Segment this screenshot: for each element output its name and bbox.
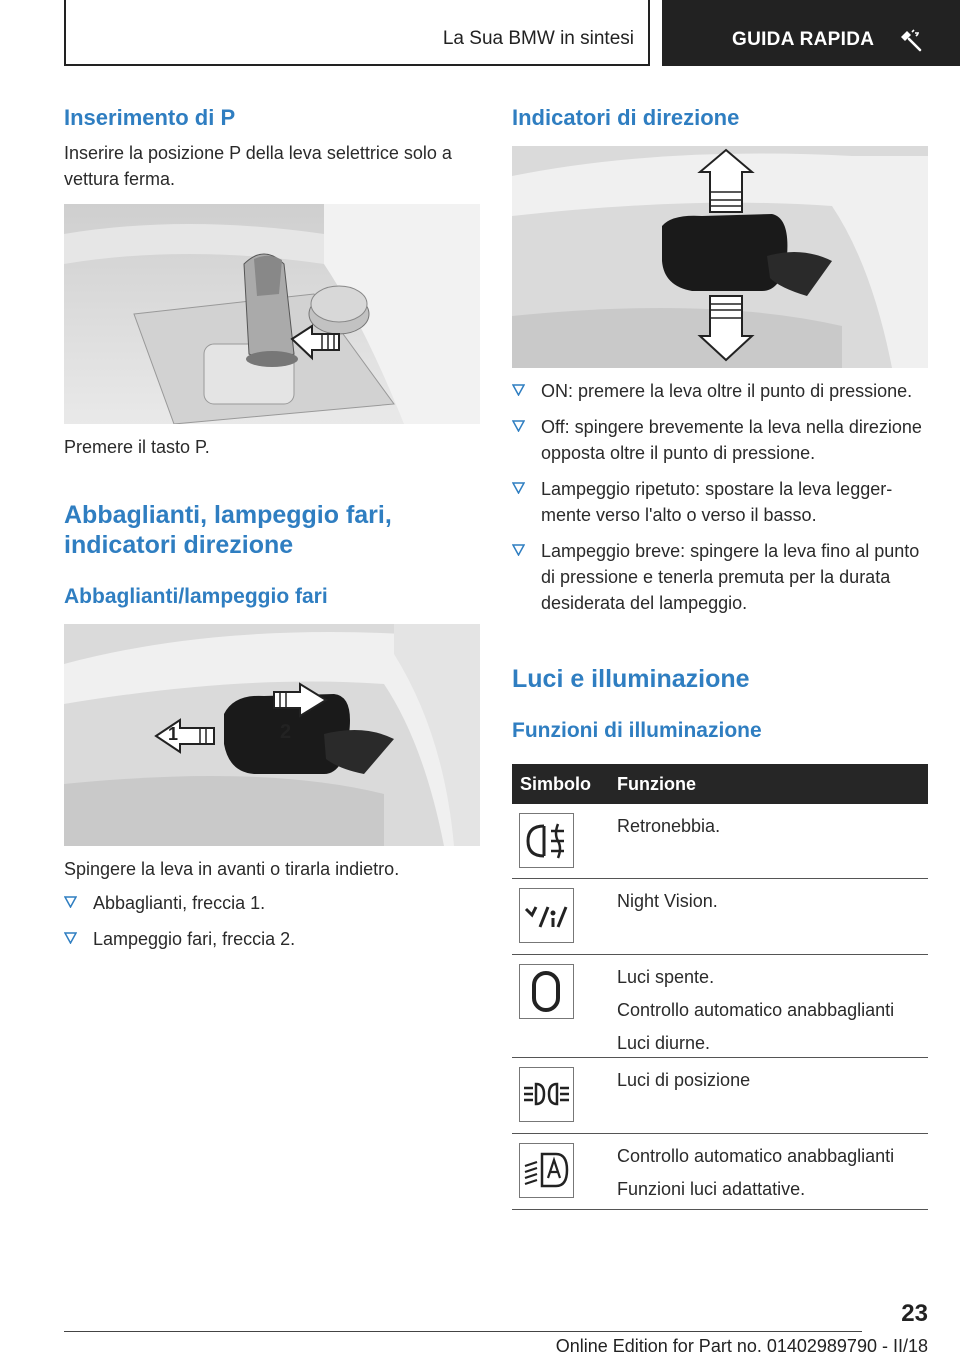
park-caption: Premere il tasto P. [64,437,210,457]
rear-fog-light-icon [519,813,574,868]
park-heading: Inserimento di P [64,105,236,130]
list-item: ON: premere la leva oltre il punto di pressione. [512,378,924,404]
bullet-triangle-icon [512,420,525,432]
arrow-label-2: 2 [280,721,292,743]
high-beam-caption: Spingere la leva in avanti o tirarla indietro. [64,859,400,879]
turn-signal-heading: Indicatori di direzione [512,105,740,130]
table-row [512,955,928,1058]
table-row [512,1058,928,1134]
high-beam-list [64,890,476,962]
lights-off-icon [519,964,574,1019]
table-header [512,764,928,804]
page-number: 23 [901,1300,928,1327]
list-item: Lampeggio breve: spingere la leva fino al punto di pressione e tenerla premuta per la durata desiderata del lampeggio. [512,538,924,616]
arrow-label-1: 1 [168,724,179,744]
function-description: Luci spente. Controllo automatico anabbaglianti Luci diurne. [617,967,895,1053]
bullet-triangle-icon [512,544,525,556]
bullet-triangle-icon [64,932,77,944]
table-row [512,804,928,879]
turn-signal-illustration [512,146,928,368]
column-header-symbol: Simbolo [520,774,591,794]
list-item: Lampeggio ripetuto: spostare la leva leggermente verso l'alto o verso il basso. [512,476,924,528]
function-description: Night Vision. [617,891,718,911]
table-row [512,879,928,955]
gear-selector-illustration [64,204,480,424]
light-stalk-illustration [64,624,480,846]
table-row [512,1134,928,1210]
function-description: Luci di posizione [617,1070,751,1090]
section-title: La Sua BMW in sintesi [442,28,634,49]
quick-guide-icon [898,28,924,54]
bullet-triangle-icon [512,384,525,396]
automatic-headlight-icon [519,1143,574,1198]
high-beam-heading: Abbaglianti, lampeggio fari, indicatori direzione [64,501,392,559]
list-item: Abbaglianti, freccia 1. [64,890,476,916]
function-description: Retronebbia. [617,816,721,836]
chapter-tab[interactable] [662,0,960,66]
parking-lights-icon [519,1067,574,1122]
edition-info: Online Edition for Part no. 01402989790 - II/18 [555,1336,928,1356]
park-text: Inserire la posizione P della leva selettrice solo a vettura ferma. [64,143,452,189]
column-header-function: Funzione [617,774,696,794]
footer-divider [64,1331,862,1332]
lights-heading: Luci e illuminazione [512,665,750,693]
high-beam-subheading: Abbaglianti/lampeggio fari [64,585,328,608]
function-description: Controllo automatico anabbaglianti Funzioni luci adattative. [617,1146,895,1199]
lighting-functions-table [512,764,928,1210]
turn-signal-list [512,378,924,626]
bullet-triangle-icon [64,896,77,908]
lights-subheading: Funzioni di illuminazione [512,719,762,742]
list-item: Lampeggio fari, freccia 2. [64,926,476,952]
list-item: Off: spingere brevemente la leva nella direzione opposta oltre il punto di pressione. [512,414,924,466]
chapter-tab-label: GUIDA RAPIDA [732,29,875,50]
header-frame [64,0,650,66]
bullet-triangle-icon [512,482,525,494]
night-vision-icon [519,888,574,943]
